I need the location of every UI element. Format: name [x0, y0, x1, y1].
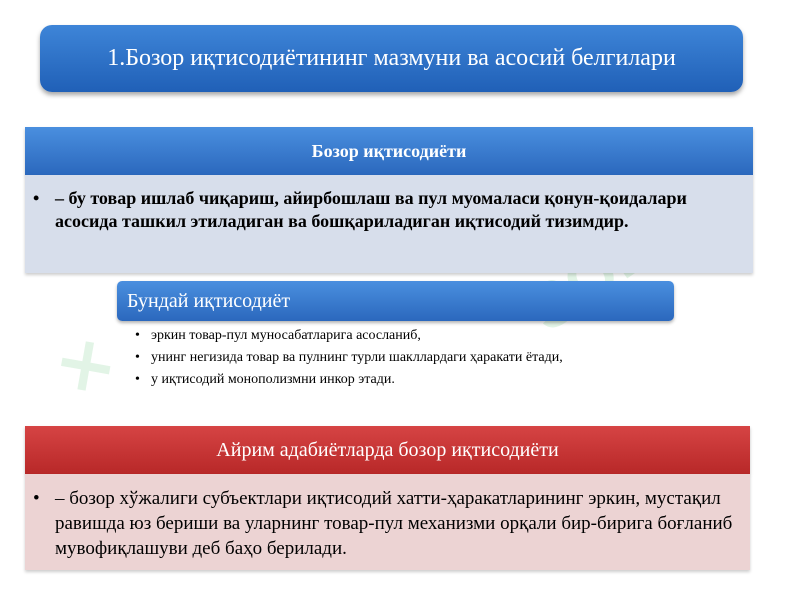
list-item [135, 371, 645, 388]
bullet-icon: • [135, 372, 140, 387]
slide-title-text: 1.Бозор иқтисодиётининг мазмуни ва асосий белгилари [107, 45, 676, 71]
bullet-icon: • [135, 328, 140, 343]
section3-item [33, 486, 738, 561]
section3-header-text: Айрим адабиётларда бозор иқтисодиёти [216, 438, 559, 461]
list-item-text: унинг негизида товар ва пулнинг турли шакллардаги ҳаракати ётади, [151, 350, 563, 365]
section1-header [25, 127, 753, 175]
section2-list [135, 327, 645, 393]
watermark: ✕ [43, 322, 130, 412]
section2-header-text: Бундай иқтисодиёт [127, 289, 291, 312]
list-item-text: у иқтисодий монополизмни инкор этади. [151, 372, 395, 387]
list-item-text: эркин товар-пул муносабатларига асосланиб, [151, 328, 421, 343]
section3-body [25, 474, 750, 570]
list-item [135, 327, 645, 344]
section1-item [33, 187, 733, 233]
bullet-icon: • [33, 188, 40, 208]
bullet-icon: • [135, 350, 140, 365]
section1-text: – бу товар ишлаб чиқариш, айирбошлаш ва пул муомаласи қонун-қоидалари асосида ташкил этиладиган ва бошқариладиган иқтисодий тизимдир. [55, 188, 687, 231]
section2-header [117, 281, 674, 321]
section3-text: – бозор хўжалиги субъектлари иқтисодий хатти-ҳаракатларининг эркин, мустақил равишда юз бериши ва уларнинг товар-пул механизми орқали бир-бирига боғланиб мувофиқлашуви деб баҳо берилади. [55, 488, 733, 559]
section1-body [25, 175, 753, 273]
slide-title [40, 25, 743, 92]
section3-header [25, 426, 750, 474]
section1-header-text: Бозор иқтисодиёти [311, 140, 467, 161]
bullet-icon: • [33, 488, 40, 509]
list-item [135, 349, 645, 366]
